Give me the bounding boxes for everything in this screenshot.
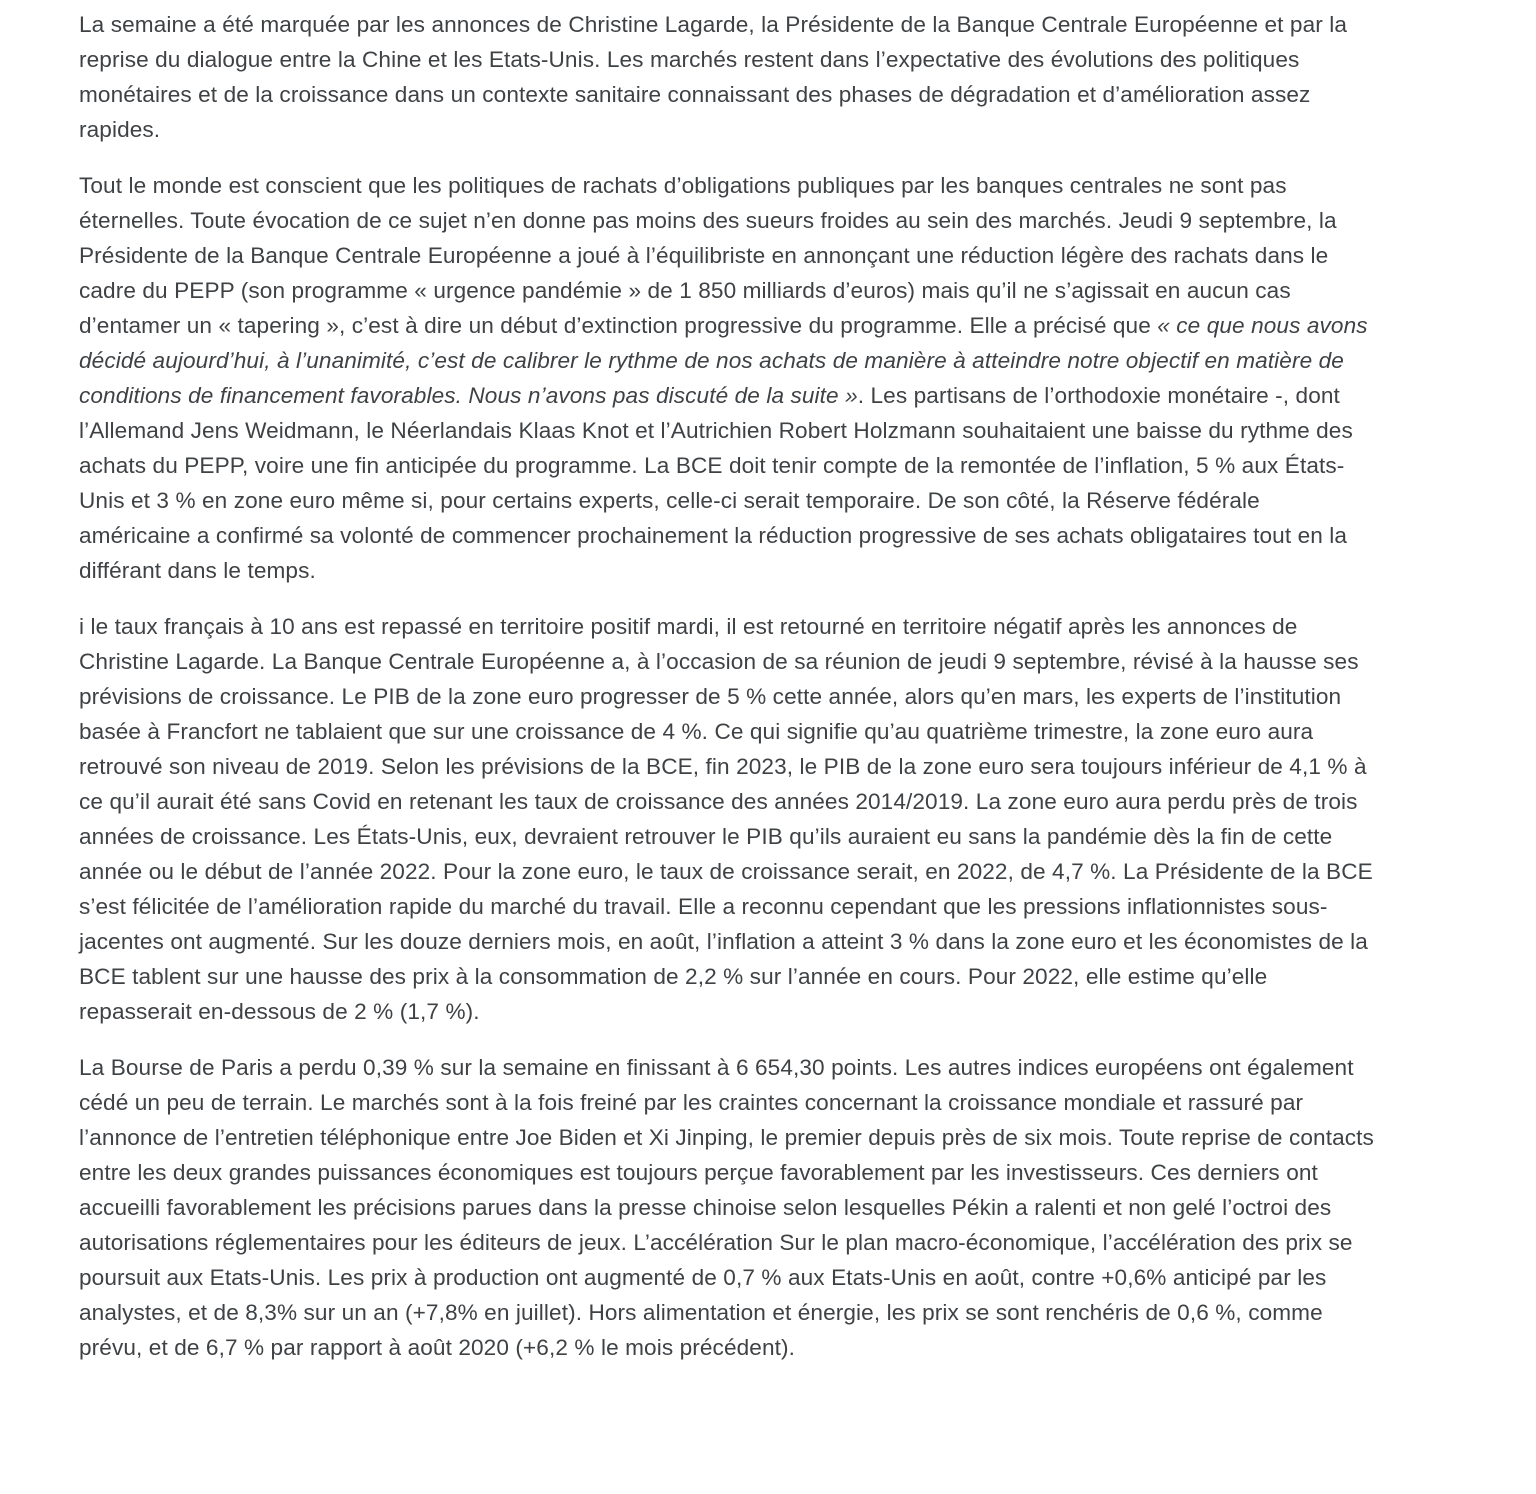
lagarde-quote-italic: « ce que nous avons décidé aujourd’hui, à l’unanimité, c’est de calibrer le rythme de nos achats de manière à atteindre notre objectif en matière de conditions de financement favorables. Nous n’avons pas discuté de la suite » (79, 313, 1368, 408)
paragraph-growth-forecasts (79, 609, 1375, 1029)
paragraph-ecb-announcements (79, 168, 1375, 588)
paragraph-paris-bourse-text: La Bourse de Paris a perdu 0,39 % sur la semaine en finissant à 6 654,30 points. Les autres indices européens ont également cédé un peu de terrain. Le marchés sont à la fois freiné par les craintes concernant la croissance mondiale et rassuré par l’annonce de l’entretien téléphonique entre Joe Biden et Xi Jinping, le premier depuis près de six mois. Toute reprise de contacts entre les deux grandes puissances économiques est toujours perçue favorablement par les investisseurs. Ces derniers ont accueilli favorablement les précisions parues dans la presse chinoise selon lesquelles Pékin a ralenti et non gelé l’octroi des autorisations réglementaires pour les éditeurs de jeux. L’accélération Sur le plan macro-économique, l’accélération des prix se poursuit aux Etats-Unis. Les prix à production ont augmenté de 0,7 % aux Etats-Unis en août, contre +0,6% anticipé par les analystes, et de 8,3% sur un an (+7,8% en juillet). Hors alimentation et énergie, les prix se sont renchéris de 0,6 %, comme prévu, et de 6,7 % par rapport à août 2020 (+6,2 % le mois précédent). (79, 1055, 1374, 1360)
paragraph-paris-bourse (79, 1050, 1375, 1365)
paragraph-intro (79, 7, 1375, 147)
paragraph-growth-forecasts-text: i le taux français à 10 ans est repassé en territoire positif mardi, il est retourné en territoire négatif après les annonces de Christine Lagarde. La Banque Centrale Européenne a, à l’occasion de sa réunion de jeudi 9 septembre, révisé à la hausse ses prévisions de croissance. Le PIB de la zone euro progresser de 5 % cette année, alors qu’en mars, les experts de l’institution basée à Francfort ne tablaient que sur une croissance de 4 %. Ce qui signifie qu’au quatrième trimestre, la zone euro aura retrouvé son niveau de 2019. Selon les prévisions de la BCE, fin 2023, le PIB de la zone euro sera toujours inférieur de 4,1 % à ce qu’il aurait été sans Covid en retenant les taux de croissance des années 2014/2019. La zone euro aura perdu près de trois années de croissance. Les États-Unis, eux, devraient retrouver le PIB qu’ils auraient eu sans la pandémie dès la fin de cette année ou le début de l’année 2022. Pour la zone euro, le taux de croissance serait, en 2022, de 4,7 %. La Présidente de la BCE s’est félicitée de l’amélioration rapide du marché du travail. Elle a reconnu cependant que les pressions inflationnistes sous-jacentes ont augmenté. Sur les douze derniers mois, en août, l’inflation a atteint 3 % dans la zone euro et les économistes de la BCE tablent sur une hausse des prix à la consommation de 2,2 % sur l’année en cours. Pour 2022, elle estime qu’elle repasserait en-dessous de 2 % (1,7 %). (79, 614, 1373, 1024)
paragraph-intro-text: La semaine a été marquée par les annonces de Christine Lagarde, la Présidente de la Banque Centrale Européenne et par la reprise du dialogue entre la Chine et les Etats-Unis. Les marchés restent dans l’expectative des évolutions des politiques monétaires et de la croissance dans un contexte sanitaire connaissant des phases de dégradation et d’amélioration assez rapides. (79, 12, 1348, 142)
paragraph-ecb-text-after-quote: . Les partisans de l’orthodoxie monétaire -, dont l’Allemand Jens Weidmann, le Néerlandais Klaas Knot et l’Autrichien Robert Holzmann souhaitaient une baisse du rythme des achats du PEPP, voire une fin anticipée du programme. La BCE doit tenir compte de la remontée de l’inflation, 5 % aux États-Unis et 3 % en zone euro même si, pour certains experts, celle-ci serait temporaire. De son côté, la Réserve fédérale américaine a confirmé sa volonté de commencer prochainement la réduction progressive de ses achats obligataires tout en la différant dans le temps. (79, 383, 1353, 583)
paragraph-ecb-text-before-quote: Tout le monde est conscient que les politiques de rachats d’obligations publiques par les banques centrales ne sont pas éternelles. Toute évocation de ce sujet n’en donne pas moins des sueurs froides au sein des marchés. Jeudi 9 septembre, la Présidente de la Banque Centrale Européenne a joué à l’équilibriste en annonçant une réduction légère des rachats dans le cadre du PEPP (son programme « urgence pandémie » de 1 850 milliards d’euros) mais qu’il ne s’agissait en aucun cas d’entamer un « tapering », c’est à dire un début d’extinction progressive du programme. Elle a précisé que (79, 173, 1337, 338)
